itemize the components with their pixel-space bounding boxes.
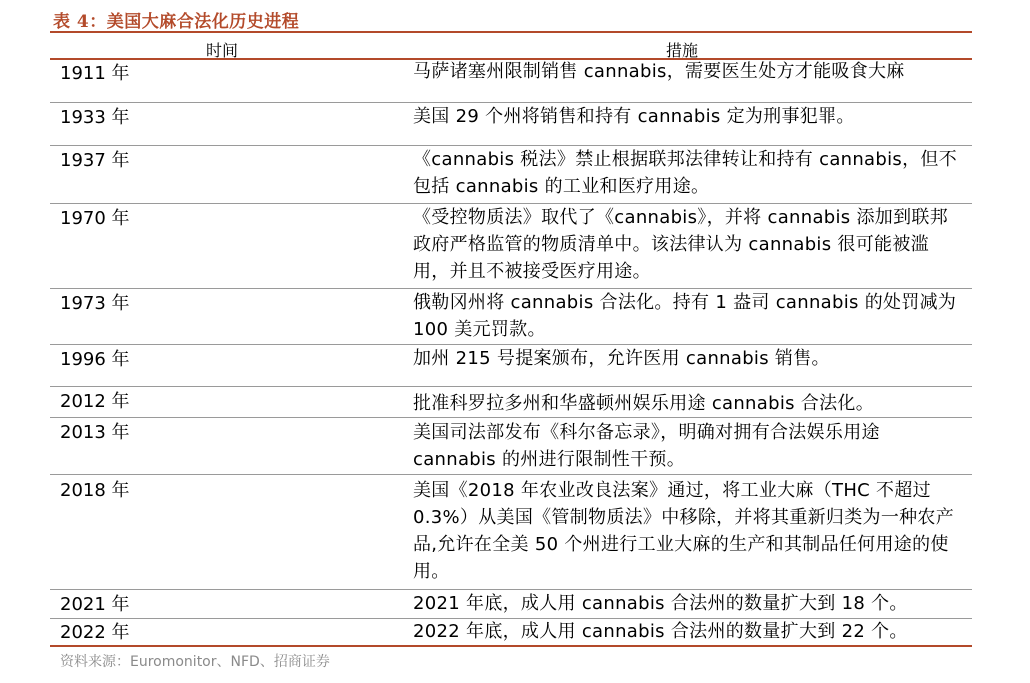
table-title: 表 4：美国大麻合法化历史进程 <box>53 12 300 32</box>
row-divider <box>50 386 972 387</box>
header-measure: 措施 <box>666 41 699 60</box>
row-text: 2021 年底，成人用 cannabis 合法州的数量扩大到 18 个。 <box>413 593 908 614</box>
row-year: 2018 年 <box>60 480 130 501</box>
row-text: 美国司法部发布《科尔备忘录》，明确对拥有合法娱乐用途 cannabis 的州进行限制性干预。 <box>413 422 880 470</box>
row-divider <box>50 417 972 418</box>
row-year: 2012 年 <box>60 391 130 412</box>
title-rule <box>50 31 972 33</box>
row-year: 1973 年 <box>60 293 130 314</box>
row-text: 美国 29 个州将销售和持有 cannabis 定为刑事犯罪。 <box>413 106 855 127</box>
row-year: 2013 年 <box>60 422 130 443</box>
row-text: 2022 年底，成人用 cannabis 合法州的数量扩大到 22 个。 <box>413 621 908 642</box>
row-text: 俄勒冈州将 cannabis 合法化。持有 1 盎司 cannabis 的处罚减为 100 美元罚款。 <box>413 292 957 340</box>
row-text: 批准科罗拉多州和华盛顿州娱乐用途 cannabis 合法化。 <box>413 393 875 414</box>
row-text: 美国《2018 年农业改良法案》通过，将工业大麻（THC 不超过 0.3%）从美国《管制物质法》中移除，并将其重新归类为一种农产品,允许在全美 50 个州进行工业大麻的生产和其制品任何用途的使用。 <box>413 480 955 582</box>
row-text: 《cannabis 税法》禁止根据联邦法律转让和持有 cannabis，但不包括 cannabis 的工业和医疗用途。 <box>413 149 957 197</box>
row-divider <box>50 474 972 475</box>
row-year: 2022 年 <box>60 622 130 643</box>
row-year: 1933 年 <box>60 107 130 128</box>
source-note: 资料来源：Euromonitor、NFD、招商证券 <box>60 654 330 670</box>
row-year: 1937 年 <box>60 150 130 171</box>
row-text: 《受控物质法》取代了《cannabis》，并将 cannabis 添加到联邦政府严格监管的物质清单中。该法律认为 cannabis 很可能被滥用，并且不被接受医疗用途。 <box>413 207 948 282</box>
header-time: 时间 <box>206 41 239 60</box>
row-text: 马萨诸塞州限制销售 cannabis，需要医生处方才能吸食大麻 <box>413 61 905 82</box>
row-year: 2021 年 <box>60 594 130 615</box>
row-year: 1911 年 <box>60 63 130 84</box>
row-text: 加州 215 号提案颁布，允许医用 cannabis 销售。 <box>413 348 830 369</box>
table-bottom-rule <box>50 645 972 647</box>
row-year: 1996 年 <box>60 349 130 370</box>
row-year: 1970 年 <box>60 208 130 229</box>
